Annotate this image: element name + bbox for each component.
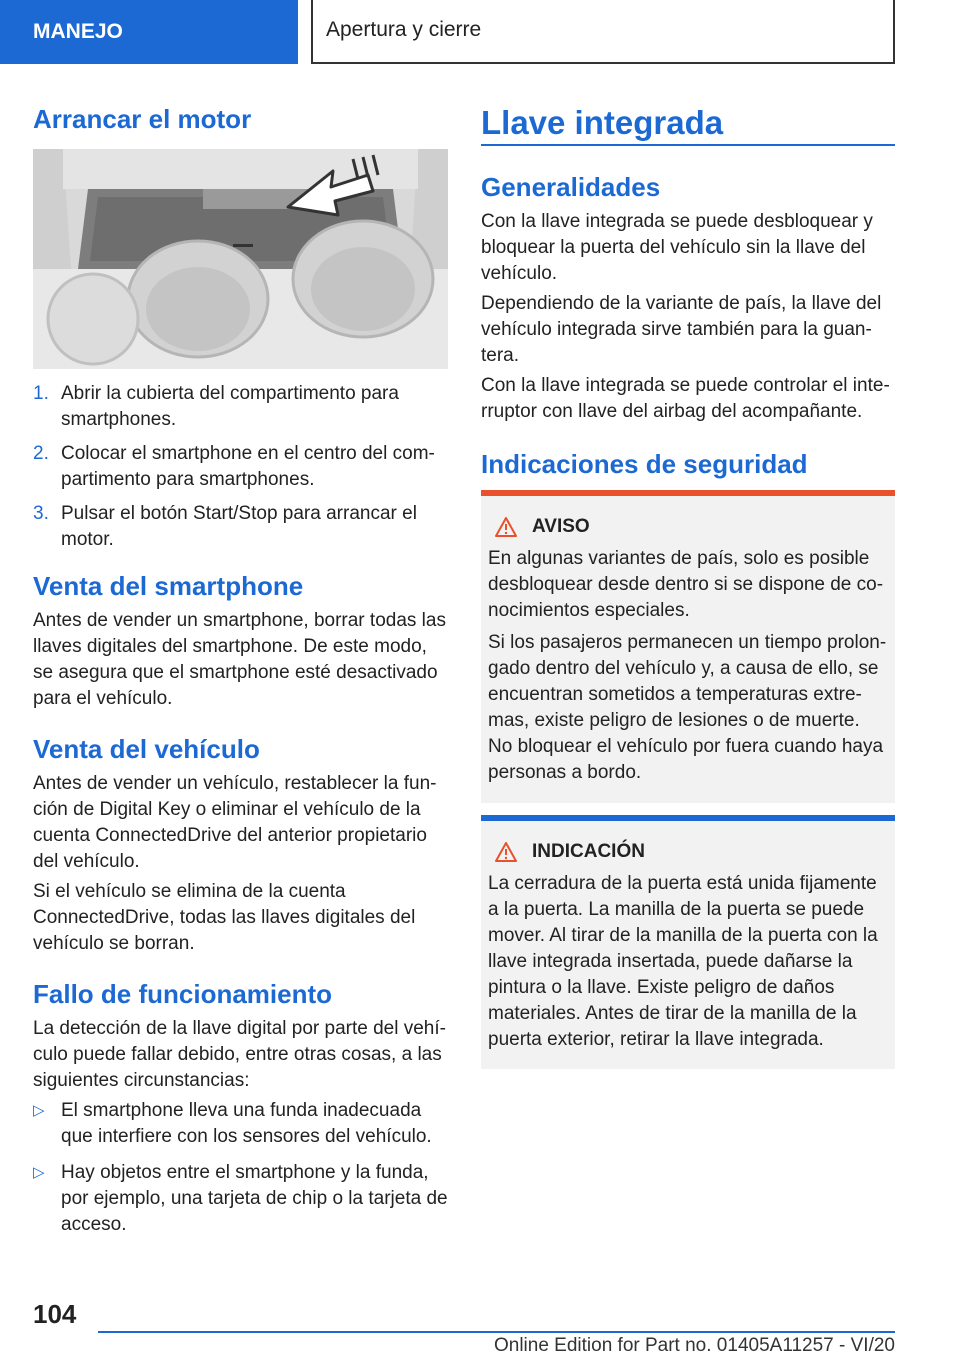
warning-title: AVISO (532, 516, 590, 537)
malfunction-heading: Fallo de funcionamiento (33, 979, 333, 1009)
list-item: 1. Abrir la cubierta del compartimento para smartphones. (33, 383, 399, 430)
sell-vehicle-text-2: Si el vehículo se elimina de la cuenta ConnectedDrive, todas las llaves digitales del vehículo se borran. (33, 881, 416, 954)
general-paragraph-1: Con la llave integrada se puede desbloquear y bloquear la puerta del vehículo sin la llave del vehículo. (481, 211, 873, 284)
triangle-bullet-icon: ▷ (33, 1102, 45, 1119)
general-heading: Generalidades (481, 172, 661, 202)
integrated-key-title: Llave integrada (481, 104, 724, 141)
notice-title-row (488, 839, 888, 865)
title-rule (481, 144, 895, 146)
warning-paragraph-2: Si los pasajeros permanecen un tiempo prolongado dentro del vehículo y, a causa de ello, se encuentran sometidos a temperaturas extremas, existe peligro de lesiones o de muerte. No bloquear el vehículo por fuera cuando haya personas a bordo. (488, 632, 887, 783)
phone-tray-illustration (33, 149, 448, 369)
warning-title-row (488, 514, 888, 540)
start-engine-heading: Arrancar el motor (33, 104, 252, 134)
sell-phone-heading: Venta del smartphone (33, 571, 304, 601)
list-item: 2. Colocar el smartphone en el centro del compartimento para smartphones. (33, 443, 435, 490)
footer-rule (98, 1331, 895, 1333)
start-steps-list (33, 381, 448, 553)
notice-title: INDICACIÓN (532, 841, 645, 862)
header-chapter-title: Apertura y cierre (311, 0, 895, 64)
header-section-label: MANEJO (0, 0, 298, 64)
sell-vehicle-heading: Venta del vehículo (33, 734, 260, 764)
sell-vehicle-text-1: Antes de vender un vehículo, restablecer la función de Digital Key o eliminar el vehículo de la cuenta ConnectedDrive del anterior propietario del vehículo. (33, 773, 437, 872)
general-paragraph-3: Con la llave integrada se puede controlar el interruptor con llave del airbag del acompañante. (481, 375, 890, 422)
warning-paragraph-1: En algunas variantes de país, solo es posible desbloquear desde dentro si se dispone de conocimientos especiales. (488, 548, 884, 621)
malfunction-bullets (33, 1098, 448, 1238)
malfunction-text: La detección de la llave digital por parte del vehículo puede fallar debido, entre otras cosas, a las siguientes circunstancias: (33, 1018, 446, 1091)
sell-phone-text: Antes de vender un smartphone, borrar todas las llaves digitales del smartphone. De este modo, se asegura que el smartphone esté desactivado para el vehículo. (33, 610, 446, 709)
warning-triangle-icon (494, 516, 518, 538)
list-item: 3. Pulsar el botón Start/Stop para arrancar el motor. (33, 503, 417, 550)
list-item: ▷ El smartphone lleva una funda inadecuada que interfiere con los sensores del vehículo. (33, 1100, 432, 1147)
notice-box (481, 815, 895, 1069)
general-paragraph-2: Dependiendo de la variante de país, la llave del vehículo integrada sirve también para la guantera. (481, 293, 882, 366)
triangle-bullet-icon: ▷ (33, 1164, 45, 1181)
page-number: 104 (33, 1299, 77, 1329)
notice-triangle-icon (494, 841, 518, 863)
list-item: ▷ Hay objetos entre el smartphone y la funda, por ejemplo, una tarjeta de chip o la tarjeta de acceso. (33, 1162, 448, 1235)
center-console-image (33, 149, 448, 369)
edition-footer: Online Edition for Part no. 01405A11257 - VI/20 (493, 1335, 895, 1356)
notice-paragraph-1: La cerradura de la puerta está unida fijamente a la puerta. La manilla de la puerta se puede mover. Al tirar de la manilla de la puerta con la llave integrada insertada, puede dañarse la pintura o la llave. Existe peligro de daños materiales. Antes de tirar de la manilla de la puerta exterior, retirar la llave integrada. (488, 873, 878, 1050)
warning-box (481, 490, 895, 803)
safety-heading: Indicaciones de seguridad (481, 449, 808, 479)
